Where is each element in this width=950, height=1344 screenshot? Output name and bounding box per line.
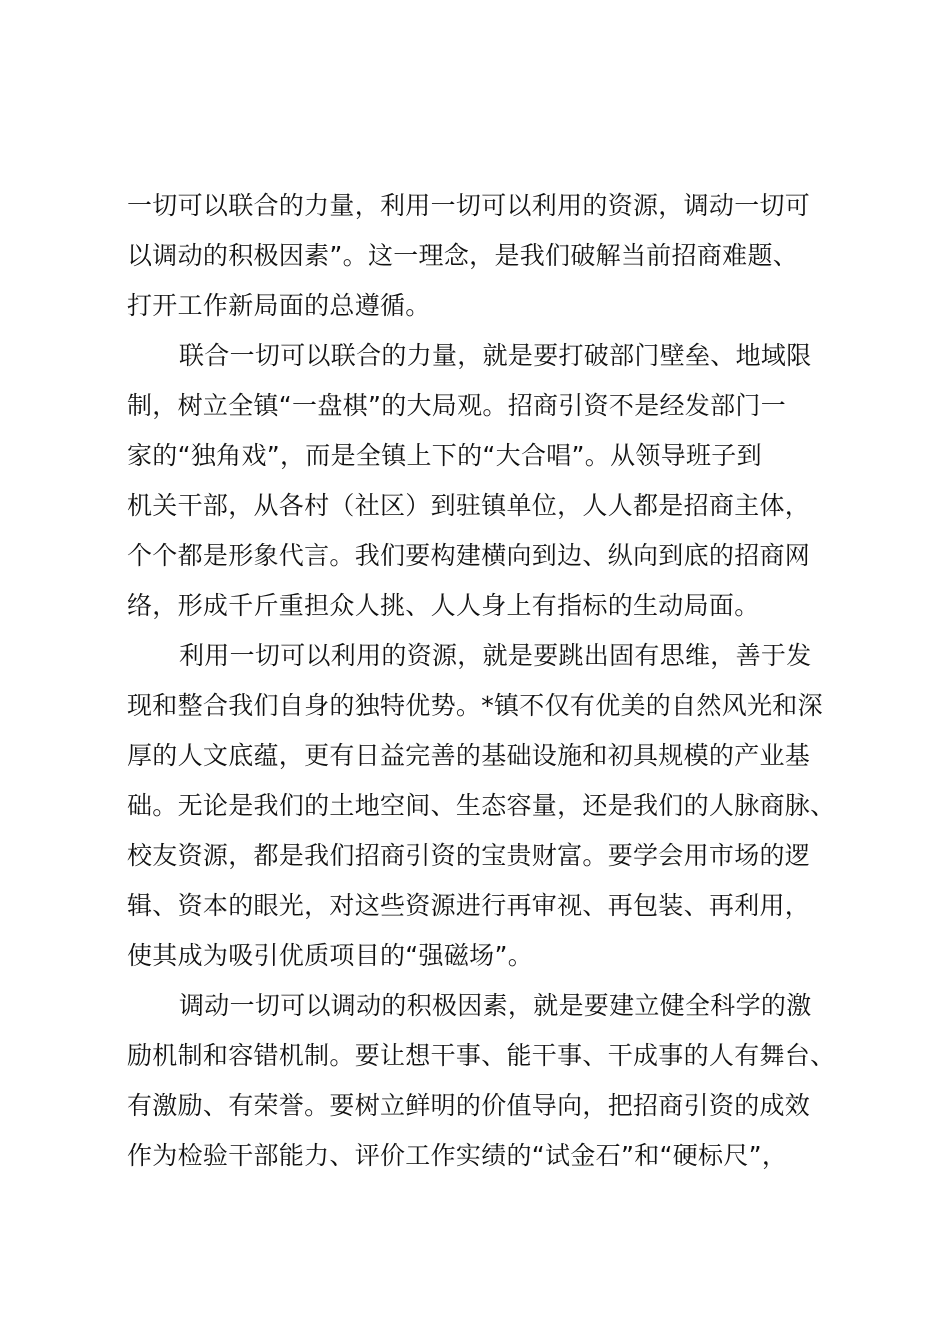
text-line: 校友资源，都是我们招商引资的宝贵财富。要学会用市场的逻 xyxy=(127,841,811,870)
text-line: 作为检验干部能力、评价工作实绩的“试金石”和“硬标尺”， xyxy=(127,1141,788,1170)
text-line: 一切可以联合的力量，利用一切可以利用的资源，调动一切可 xyxy=(127,191,811,220)
text-line: 打开工作新局面的总遵循。 xyxy=(127,291,431,320)
text-line: 有激励、有荣誉。要树立鲜明的价值导向，把招商引资的成效 xyxy=(127,1091,811,1120)
text-line: 励机制和容错机制。要让想干事、能干事、干成事的人有舞台、 xyxy=(127,1041,836,1070)
document-body xyxy=(127,181,837,1181)
text-line: 家的“独角戏”，而是全镇上下的“大合唱”。从领导班子到 xyxy=(127,441,762,470)
text-line: 以调动的积极因素”。这一理念，是我们破解当前招商难题、 xyxy=(127,241,799,270)
text-line: 厚的人文底蕴，更有日益完善的基础设施和初具规模的产业基 xyxy=(127,741,811,770)
text-line: 现和整合我们自身的独特优势。*镇不仅有优美的自然风光和深 xyxy=(127,691,823,720)
text-line: 络，形成千斤重担众人挑、人人身上有指标的生动局面。 xyxy=(127,591,760,620)
text-line: 机关干部，从各村（社区）到驻镇单位，人人都是招商主体， xyxy=(127,491,811,520)
paragraph-first-line: 利用一切可以利用的资源，就是要跳出固有思维，善于发 xyxy=(179,641,812,670)
paragraph-first-line: 调动一切可以调动的积极因素，就是要建立健全科学的激 xyxy=(179,991,812,1020)
text-line: 础。无论是我们的土地空间、生态容量，还是我们的人脉商脉、 xyxy=(127,791,836,820)
paragraph-first-line: 联合一切可以联合的力量，就是要打破部门壁垒、地域限 xyxy=(179,341,812,370)
text-line: 个个都是形象代言。我们要构建横向到边、纵向到底的招商网 xyxy=(127,541,811,570)
text-line: 使其成为吸引优质项目的“强磁场”。 xyxy=(127,941,534,970)
text-line: 制，树立全镇“一盘棋”的大局观。招商引资不是经发部门一 xyxy=(127,391,787,420)
text-line: 辑、资本的眼光，对这些资源进行再审视、再包装、再利用， xyxy=(127,891,811,920)
